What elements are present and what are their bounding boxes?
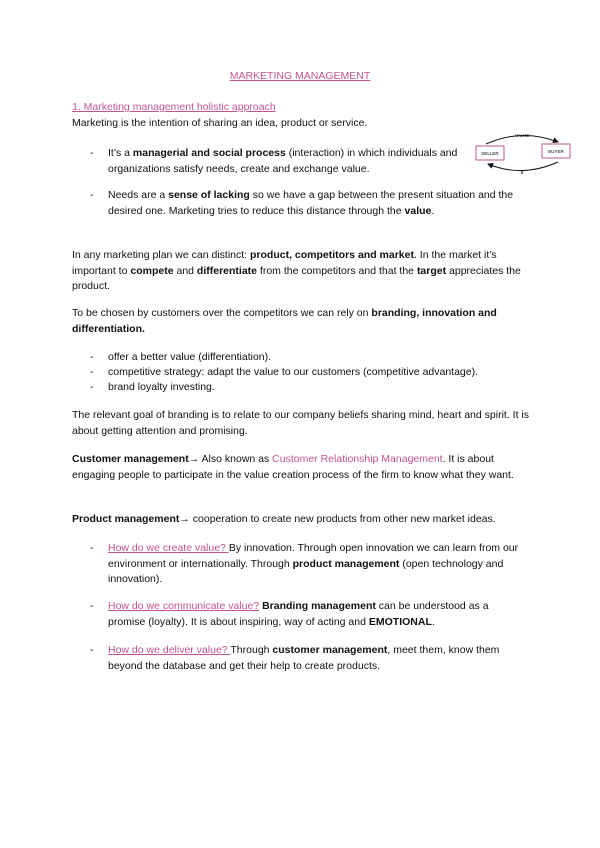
bullet-dash: - xyxy=(90,600,94,612)
bullet-dash: - xyxy=(90,189,94,201)
exchange-diagram xyxy=(474,128,580,176)
customer-management-paragraph: Customer management→ Also known as Customer Relationship Management. It is about engaging people to participate in the value creation process of the firm to know what they want. xyxy=(72,453,514,481)
list-item: competitive strategy: adapt the value to our customers (competitive advantage). xyxy=(108,366,479,378)
question-deliver-value: How do we deliver value? Through customer management, meet them, know them beyond the database and get their help to create products. xyxy=(108,644,500,672)
bullet-dash: - xyxy=(90,147,94,159)
section-heading: 1. Marketing management holistic approach xyxy=(72,101,276,113)
bullet-dash: - xyxy=(90,542,94,554)
plan-paragraph: In any marketing plan we can distinct: product, competitors and market. In the market it’s important to compete and differentiate from the competitors and that the target appreciates the product. xyxy=(72,249,521,292)
list-item: offer a better value (differentiation). xyxy=(108,351,272,363)
chosen-paragraph: To be chosen by customers over the competitors we can rely on branding, innovation and differentiation. xyxy=(72,307,497,335)
bullet-managerial-process: It’s a managerial and social process (interaction) in which individuals and organizations satisfy needs, create and exchange value. xyxy=(108,147,458,175)
bullet-needs: Needs are a sense of lacking so we have a gap between the present situation and the desired one. Marketing tries to reduce this distance through the value. xyxy=(108,189,514,217)
buyer-label: BUYER xyxy=(548,149,564,154)
bullet-dash: - xyxy=(90,366,94,378)
bullet-dash: - xyxy=(90,381,94,393)
product-management-paragraph: Product management→ cooperation to create new products from other new market ideas. xyxy=(72,513,496,525)
page-title: MARKETING MANAGEMENT xyxy=(229,70,371,82)
question-create-value: How do we create value? By innovation. Through open innovation we can learn from our environment or internationally. Through product management (open technology and innovation). xyxy=(108,542,519,585)
list-item: brand loyalty investing. xyxy=(108,381,215,393)
intro-paragraph: Marketing is the intention of sharing an idea, product or service. xyxy=(72,117,368,129)
money-label: $ xyxy=(520,170,524,175)
bullet-dash: - xyxy=(90,351,94,363)
seller-label: SELLER xyxy=(481,151,499,156)
question-communicate-value: How do we communicate value? Branding management can be understood as a promise (loyalty). It is about inspiring, way of acting and EMOTIONAL. xyxy=(108,600,489,628)
bullet-dash: - xyxy=(90,644,94,656)
value-label: VALUE xyxy=(514,133,530,138)
branding-goal-paragraph: The relevant goal of branding is to relate to our company beliefs sharing mind, heart and spirit. It is about getting attention and promising. xyxy=(72,409,529,437)
